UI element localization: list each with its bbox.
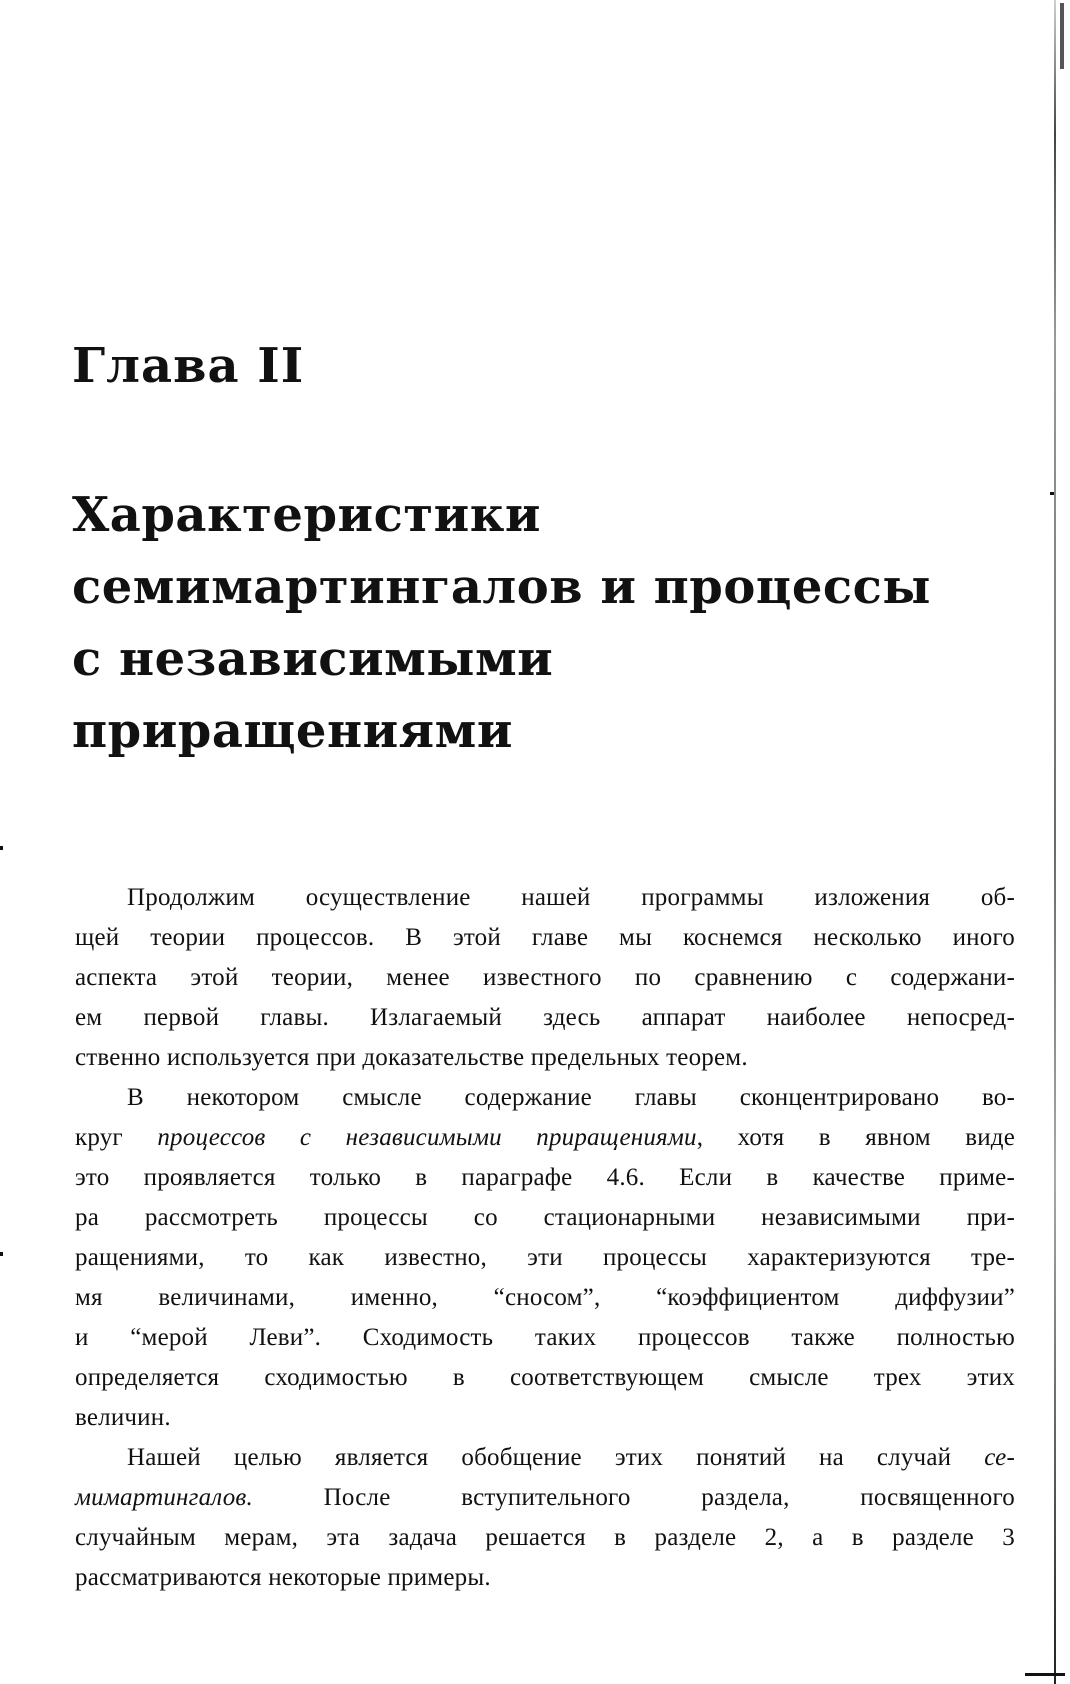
text-line: мя величинами, именно, “сносом”, “коэффициентом диффузии” (75, 1284, 1015, 1311)
text-line: и “мерой Леви”. Сходимость таких процессов также полностью (75, 1324, 1015, 1351)
chapter-title (72, 479, 1032, 767)
scan-edge-mark (1060, 3, 1064, 69)
text-segment: Нашей целью является обобщение этих понятий на случай (127, 1444, 985, 1471)
text-line: аспекта этой теории, менее известного по сравнению с содержани- (75, 964, 1015, 991)
text-line: определяется сходимостью в соответствующем смысле трех этих (75, 1364, 1015, 1391)
text-line-mixed (75, 1438, 1015, 1478)
emphasized-term: мимартингалов. (75, 1484, 253, 1511)
text-line: ем первой главы. Излагаемый здесь аппарат наиболее непосред- (75, 1004, 1015, 1031)
text-line: величин. (75, 1404, 171, 1431)
text-line: это проявляется только в параграфе 4.6. Если в качестве приме- (75, 1164, 1015, 1191)
paragraph-2 (75, 1078, 1015, 1438)
text-line: случайным мерам, эта задача решается в разделе 2, а в разделе 3 (75, 1524, 1015, 1551)
text-line: ственно используется при доказательстве предельных теорем. (75, 1044, 748, 1071)
scan-dot (0, 1252, 3, 1256)
text-segment: , хотя в явном виде (696, 1124, 1015, 1151)
scan-dot (0, 846, 3, 850)
chapter-title-line: приращениями (72, 703, 513, 759)
text-line: В некотором смысле содержание главы сконцентрировано во- (127, 1084, 1015, 1111)
text-line: рассматриваются некоторые примеры. (75, 1564, 491, 1591)
paragraph-3 (75, 1438, 1015, 1598)
paragraph-1 (75, 878, 1015, 1078)
text-line-mixed (75, 1478, 1015, 1518)
text-line: Продолжим осуществление нашей программы изложения об- (127, 884, 1015, 911)
chapter-title-line: с независимыми (72, 631, 554, 687)
scan-page-edge (1054, 0, 1056, 1684)
scan-dot (1050, 492, 1054, 495)
chapter-title-line: Характеристики (72, 487, 541, 543)
emphasized-term: процессов с независимыми приращениями (157, 1124, 697, 1151)
chapter-label: Глава II (72, 338, 305, 394)
text-line: щей теории процессов. В этой главе мы коснемся несколько иного (75, 924, 1015, 951)
text-line: ращениями, то как известно, эти процессы характеризуются тре- (75, 1244, 1015, 1271)
text-line: ра рассмотреть процессы со стационарными независимыми при- (75, 1204, 1015, 1231)
chapter-title-line: семимартингалов и процессы (72, 559, 931, 615)
text-segment: круг (75, 1124, 158, 1151)
emphasized-term: се- (984, 1444, 1015, 1471)
body-text (75, 878, 1015, 1598)
scan-edge-mark (1025, 1673, 1065, 1676)
text-segment: После вступительного раздела, посвященного (252, 1484, 1015, 1511)
text-line-mixed (75, 1118, 1015, 1158)
